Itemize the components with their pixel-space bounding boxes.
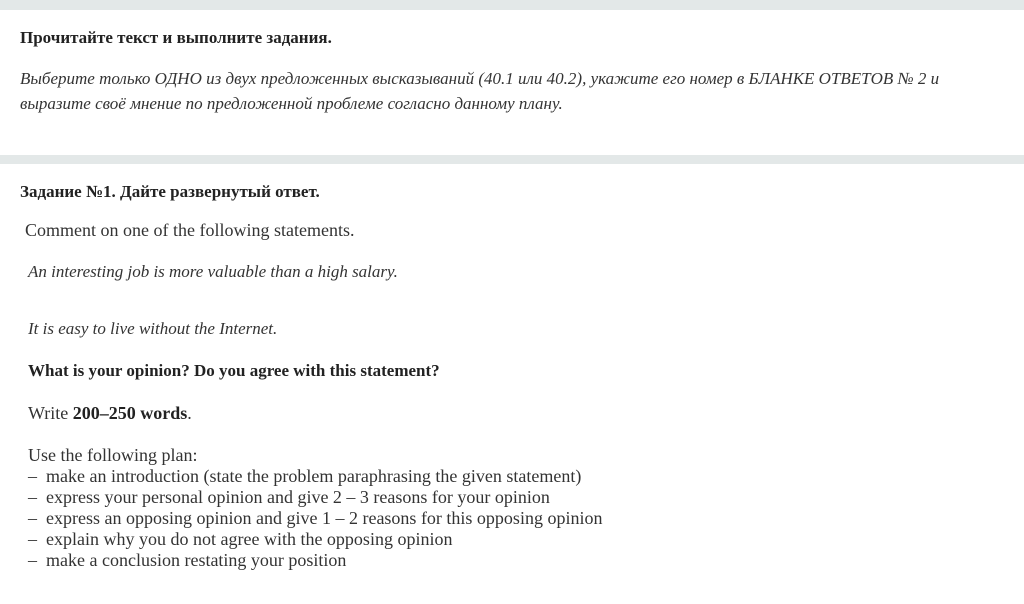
instructions-section [0,10,1024,155]
word-count-line [28,403,192,424]
statement-2: It is easy to live without the Internet. [28,319,278,338]
plan-item [28,466,602,487]
write-prefix: Write [28,403,73,423]
plan-dash: – [28,487,37,507]
instructions-title: Прочитайте текст и выполните задания. [20,28,332,47]
plan-item [28,529,602,550]
plan-list [28,466,602,571]
plan-intro: Use the following plan: [28,445,198,465]
plan-dash: – [28,529,37,549]
task-section [0,164,1024,604]
statement-1: An interesting job is more valuable than a high salary. [28,262,398,281]
plan-item [28,487,602,508]
top-divider-bar [0,0,1024,10]
plan-dash: – [28,508,37,528]
word-count: 200–250 words [72,403,188,423]
plan-item-text: make an introduction (state the problem paraphrasing the given statement) [46,466,582,486]
plan-dash: – [28,550,37,570]
instructions-text: Выберите только ОДНО из двух предложенных высказываний (40.1 или 40.2), укажите его номер в БЛАНКЕ ОТВЕТОВ № 2 и выразите своё мнение по предложенной проблеме согласно данному плану. [20,69,940,113]
plan-item [28,508,602,529]
plan-dash: – [28,466,37,486]
section-divider-bar [0,155,1024,164]
write-suffix: . [187,403,192,423]
task-title: Задание №1. Дайте развернутый ответ. [20,182,320,201]
plan-item-text: make a conclusion restating your position [46,550,347,570]
plan-item [28,550,602,571]
plan-item-text: express an opposing opinion and give 1 – 2 reasons for this opposing opinion [46,508,603,528]
plan-item-text: explain why you do not agree with the opposing opinion [46,529,453,549]
plan-item-text: express your personal opinion and give 2 – 3 reasons for your opinion [46,487,550,507]
task-prompt: Comment on one of the following statements. [25,220,355,240]
opinion-question: What is your opinion? Do you agree with this statement? [28,361,440,380]
